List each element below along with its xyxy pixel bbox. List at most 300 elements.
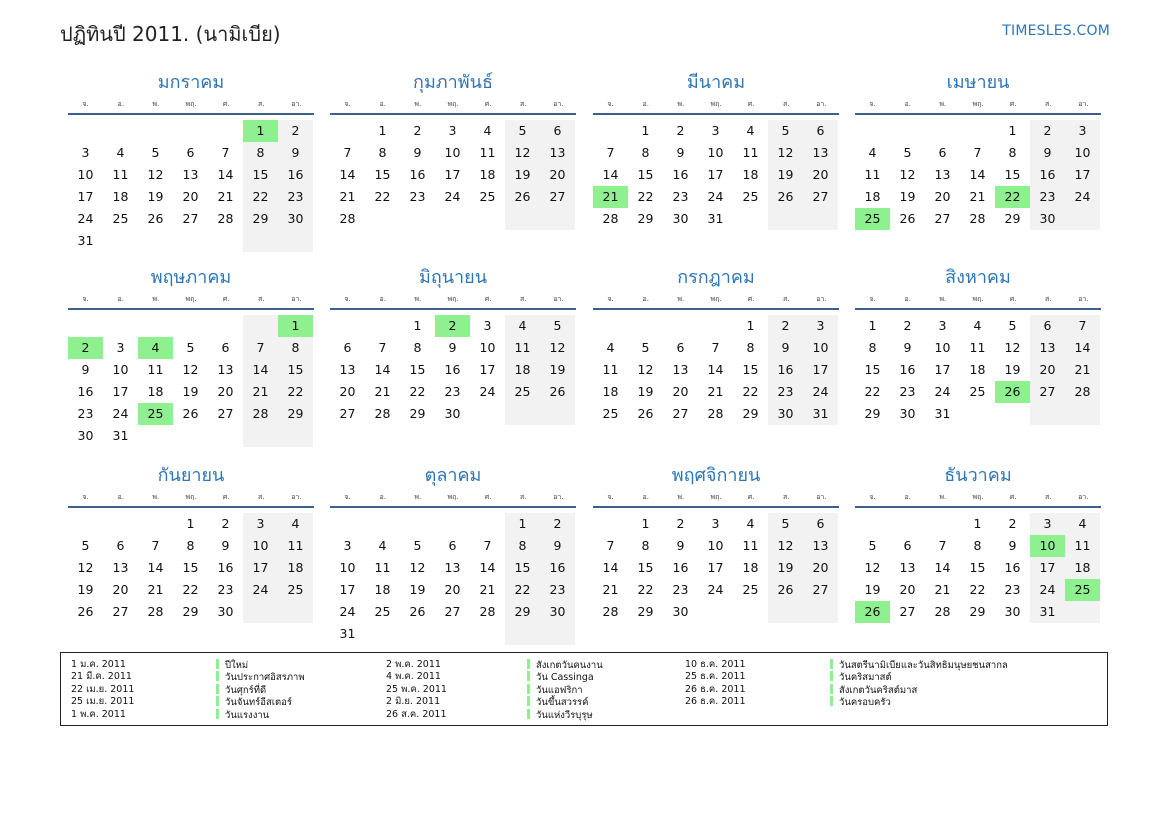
day-cell[interactable]: 30	[672, 211, 689, 226]
day-cell[interactable]: 5	[641, 340, 650, 355]
day-cell[interactable]: 19	[409, 582, 426, 597]
day-cell[interactable]: 25	[969, 384, 986, 399]
day-cell[interactable]: 25	[742, 189, 759, 204]
day-cell[interactable]: 12	[77, 560, 94, 575]
day-cell[interactable]: 24	[112, 406, 129, 421]
day-cell[interactable]: 17	[707, 167, 724, 182]
day-cell[interactable]: 27	[182, 211, 199, 226]
day-cell[interactable]: 15	[1004, 167, 1021, 182]
day-cell[interactable]: 1	[641, 516, 650, 531]
day-cell[interactable]: 25	[112, 211, 129, 226]
day-cell[interactable]: 16	[540, 557, 575, 579]
day-cell[interactable]: 28	[479, 604, 496, 619]
day-cell[interactable]: 18	[112, 189, 129, 204]
day-cell[interactable]: 29	[409, 406, 426, 421]
day-cell[interactable]: 19	[77, 582, 94, 597]
day-cell[interactable]: 1	[378, 123, 387, 138]
day-cell[interactable]: 8	[186, 538, 195, 553]
day-cell[interactable]: 16	[672, 560, 689, 575]
day-cell[interactable]: 14	[243, 359, 278, 381]
site-link[interactable]: TIMESLES.COM	[1002, 23, 1110, 39]
day-cell[interactable]: 3	[1030, 513, 1065, 535]
day-cell[interactable]: 11	[864, 167, 881, 182]
day-cell[interactable]: 19	[505, 164, 540, 186]
day-cell[interactable]: 9	[1030, 142, 1065, 164]
day-cell[interactable]: 23	[672, 582, 689, 597]
day-cell[interactable]: 26	[182, 406, 199, 421]
day-cell[interactable]: 27	[934, 211, 951, 226]
day-cell[interactable]: 17	[803, 359, 838, 381]
day-cell[interactable]: 20	[217, 384, 234, 399]
day-cell[interactable]: 22	[243, 186, 278, 208]
day-cell[interactable]: 29	[1004, 211, 1021, 226]
day-cell[interactable]: 8	[243, 142, 278, 164]
day-cell[interactable]: 29	[505, 601, 540, 623]
day-cell[interactable]: 27	[112, 604, 129, 619]
day-cell[interactable]: 15	[182, 560, 199, 575]
day-cell[interactable]: 13	[444, 560, 461, 575]
day-cell[interactable]: 13	[803, 142, 838, 164]
day-cell[interactable]: 4	[1065, 513, 1100, 535]
day-cell[interactable]: 10	[77, 167, 94, 182]
day-cell[interactable]: 27	[803, 579, 838, 601]
day-cell[interactable]: 20	[540, 164, 575, 186]
day-cell[interactable]: 3	[1065, 120, 1100, 142]
day-cell[interactable]: 21	[217, 189, 234, 204]
day-cell[interactable]: 31	[112, 428, 129, 443]
day-cell[interactable]: 16	[899, 362, 916, 377]
day-cell[interactable]: 25	[602, 406, 619, 421]
day-cell[interactable]: 30	[540, 601, 575, 623]
day-cell[interactable]: 29	[182, 604, 199, 619]
day-cell[interactable]: 3	[938, 318, 947, 333]
day-cell[interactable]: 7	[483, 538, 492, 553]
day-cell[interactable]: 2	[1008, 516, 1017, 531]
day-cell[interactable]: 5	[768, 513, 803, 535]
day-cell[interactable]: 9	[903, 340, 912, 355]
day-cell[interactable]: 21	[339, 189, 356, 204]
day-cell[interactable]: 24	[803, 381, 838, 403]
day-cell[interactable]: 28	[934, 604, 951, 619]
day-cell[interactable]: 19	[637, 384, 654, 399]
day-cell[interactable]: 23	[278, 186, 313, 208]
day-cell[interactable]: 15	[637, 167, 654, 182]
day-cell[interactable]: 3	[243, 513, 278, 535]
day-cell[interactable]: 12	[768, 535, 803, 557]
day-cell[interactable]: 23	[899, 384, 916, 399]
day-cell[interactable]: 14	[602, 560, 619, 575]
day-cell[interactable]: 13	[934, 167, 951, 182]
day-cell[interactable]: 12	[1004, 340, 1021, 355]
day-cell[interactable]: 26	[768, 579, 803, 601]
day-cell[interactable]: 9	[676, 538, 685, 553]
day-cell[interactable]: 30	[77, 428, 94, 443]
day-cell[interactable]: 31	[803, 403, 838, 425]
day-cell[interactable]: 21	[243, 381, 278, 403]
day-cell[interactable]: 12	[147, 167, 164, 182]
day-cell[interactable]: 31	[339, 626, 356, 641]
day-cell[interactable]: 27	[540, 186, 575, 208]
day-cell[interactable]: 26	[899, 211, 916, 226]
day-cell[interactable]: 22	[969, 582, 986, 597]
day-cell[interactable]: 18	[602, 384, 619, 399]
day-cell[interactable]: 2	[768, 315, 803, 337]
day-cell[interactable]: 17	[112, 384, 129, 399]
day-cell[interactable]: 9	[278, 142, 313, 164]
day-cell[interactable]: 28	[969, 211, 986, 226]
day-cell[interactable]: 14	[339, 167, 356, 182]
day-cell[interactable]: 6	[221, 340, 230, 355]
day-cell[interactable]: 26	[855, 601, 890, 623]
day-cell[interactable]: 1	[243, 120, 278, 142]
day-cell[interactable]: 3	[483, 318, 492, 333]
day-cell[interactable]: 22	[374, 189, 391, 204]
day-cell[interactable]: 5	[505, 120, 540, 142]
day-cell[interactable]: 9	[540, 535, 575, 557]
day-cell[interactable]: 16	[409, 167, 426, 182]
day-cell[interactable]: 16	[1030, 164, 1065, 186]
day-cell[interactable]: 21	[1065, 359, 1100, 381]
day-cell[interactable]: 23	[672, 189, 689, 204]
day-cell[interactable]: 11	[1065, 535, 1100, 557]
day-cell[interactable]: 12	[505, 142, 540, 164]
day-cell[interactable]: 14	[147, 560, 164, 575]
day-cell[interactable]: 24	[1065, 186, 1100, 208]
day-cell[interactable]: 1	[868, 318, 877, 333]
day-cell[interactable]: 29	[742, 406, 759, 421]
day-cell[interactable]: 26	[540, 381, 575, 403]
day-cell[interactable]: 9	[81, 362, 90, 377]
day-cell[interactable]: 22	[182, 582, 199, 597]
day-cell[interactable]: 22	[505, 579, 540, 601]
day-cell[interactable]: 20	[1030, 359, 1065, 381]
day-cell[interactable]: 23	[77, 406, 94, 421]
day-cell[interactable]: 15	[278, 359, 313, 381]
day-cell[interactable]: 25	[1065, 579, 1100, 601]
day-cell[interactable]: 31	[934, 406, 951, 421]
day-cell[interactable]: 21	[707, 384, 724, 399]
day-cell[interactable]: 10	[339, 560, 356, 575]
day-cell[interactable]: 24	[77, 211, 94, 226]
day-cell[interactable]: 4	[505, 315, 540, 337]
day-cell[interactable]: 8	[641, 145, 650, 160]
day-cell[interactable]: 30	[1030, 208, 1065, 230]
day-cell[interactable]: 11	[602, 362, 619, 377]
day-cell[interactable]: 8	[378, 145, 387, 160]
day-cell[interactable]: 2	[676, 516, 685, 531]
day-cell[interactable]: 17	[479, 362, 496, 377]
day-cell[interactable]: 18	[742, 167, 759, 182]
day-cell[interactable]: 18	[969, 362, 986, 377]
day-cell[interactable]: 14	[969, 167, 986, 182]
day-cell[interactable]: 30	[444, 406, 461, 421]
day-cell[interactable]: 4	[746, 123, 755, 138]
day-cell[interactable]: 10	[479, 340, 496, 355]
day-cell[interactable]: 11	[742, 538, 759, 553]
day-cell[interactable]: 7	[1065, 315, 1100, 337]
day-cell[interactable]: 27	[672, 406, 689, 421]
day-cell[interactable]: 21	[934, 582, 951, 597]
day-cell[interactable]: 9	[448, 340, 457, 355]
day-cell[interactable]: 9	[768, 337, 803, 359]
day-cell[interactable]: 19	[147, 189, 164, 204]
day-cell[interactable]: 16	[1004, 560, 1021, 575]
day-cell[interactable]: 16	[77, 384, 94, 399]
day-cell[interactable]: 1	[278, 315, 313, 337]
day-cell[interactable]: 8	[973, 538, 982, 553]
day-cell[interactable]: 30	[1004, 604, 1021, 619]
day-cell[interactable]: 8	[868, 340, 877, 355]
day-cell[interactable]: 4	[138, 337, 173, 359]
day-cell[interactable]: 10	[707, 145, 724, 160]
day-cell[interactable]: 29	[637, 604, 654, 619]
day-cell[interactable]: 3	[711, 123, 720, 138]
day-cell[interactable]: 16	[444, 362, 461, 377]
day-cell[interactable]: 22	[278, 381, 313, 403]
day-cell[interactable]: 14	[934, 560, 951, 575]
day-cell[interactable]: 18	[1065, 557, 1100, 579]
day-cell[interactable]: 27	[1030, 381, 1065, 403]
day-cell[interactable]: 25	[138, 403, 173, 425]
day-cell[interactable]: 17	[444, 167, 461, 182]
day-cell[interactable]: 14	[217, 167, 234, 182]
day-cell[interactable]: 4	[606, 340, 615, 355]
day-cell[interactable]: 30	[899, 406, 916, 421]
day-cell[interactable]: 3	[711, 516, 720, 531]
day-cell[interactable]: 21	[969, 189, 986, 204]
day-cell[interactable]: 15	[409, 362, 426, 377]
day-cell[interactable]: 27	[444, 604, 461, 619]
day-cell[interactable]: 28	[602, 211, 619, 226]
day-cell[interactable]: 7	[378, 340, 387, 355]
day-cell[interactable]: 12	[768, 142, 803, 164]
day-cell[interactable]: 9	[221, 538, 230, 553]
day-cell[interactable]: 21	[147, 582, 164, 597]
day-cell[interactable]: 18	[374, 582, 391, 597]
day-cell[interactable]: 23	[217, 582, 234, 597]
day-cell[interactable]: 6	[116, 538, 125, 553]
day-cell[interactable]: 6	[938, 145, 947, 160]
day-cell[interactable]: 28	[243, 403, 278, 425]
day-cell[interactable]: 26	[995, 381, 1030, 403]
day-cell[interactable]: 7	[938, 538, 947, 553]
day-cell[interactable]: 6	[803, 513, 838, 535]
day-cell[interactable]: 4	[278, 513, 313, 535]
day-cell[interactable]: 9	[676, 145, 685, 160]
day-cell[interactable]: 12	[409, 560, 426, 575]
day-cell[interactable]: 21	[602, 582, 619, 597]
day-cell[interactable]: 5	[868, 538, 877, 553]
day-cell[interactable]: 24	[934, 384, 951, 399]
day-cell[interactable]: 11	[374, 560, 391, 575]
day-cell[interactable]: 7	[221, 145, 230, 160]
day-cell[interactable]: 13	[1030, 337, 1065, 359]
day-cell[interactable]: 8	[278, 337, 313, 359]
day-cell[interactable]: 2	[1030, 120, 1065, 142]
day-cell[interactable]: 17	[1065, 164, 1100, 186]
day-cell[interactable]: 26	[637, 406, 654, 421]
day-cell[interactable]: 15	[864, 362, 881, 377]
day-cell[interactable]: 27	[339, 406, 356, 421]
day-cell[interactable]: 6	[903, 538, 912, 553]
day-cell[interactable]: 22	[637, 582, 654, 597]
day-cell[interactable]: 24	[444, 189, 461, 204]
day-cell[interactable]: 3	[81, 145, 90, 160]
day-cell[interactable]: 15	[374, 167, 391, 182]
day-cell[interactable]: 8	[746, 340, 755, 355]
day-cell[interactable]: 21	[593, 186, 628, 208]
day-cell[interactable]: 11	[505, 337, 540, 359]
day-cell[interactable]: 11	[479, 145, 496, 160]
day-cell[interactable]: 1	[505, 513, 540, 535]
day-cell[interactable]: 14	[707, 362, 724, 377]
day-cell[interactable]: 31	[707, 211, 724, 226]
day-cell[interactable]: 28	[339, 211, 356, 226]
day-cell[interactable]: 10	[707, 538, 724, 553]
day-cell[interactable]: 25	[742, 582, 759, 597]
day-cell[interactable]: 19	[1004, 362, 1021, 377]
day-cell[interactable]: 28	[147, 604, 164, 619]
day-cell[interactable]: 14	[1065, 337, 1100, 359]
day-cell[interactable]: 30	[768, 403, 803, 425]
day-cell[interactable]: 12	[899, 167, 916, 182]
day-cell[interactable]: 8	[1008, 145, 1017, 160]
day-cell[interactable]: 2	[221, 516, 230, 531]
day-cell[interactable]: 20	[803, 164, 838, 186]
day-cell[interactable]: 7	[606, 538, 615, 553]
day-cell[interactable]: 29	[243, 208, 278, 230]
day-cell[interactable]: 6	[540, 120, 575, 142]
day-cell[interactable]: 24	[1030, 579, 1065, 601]
day-cell[interactable]: 16	[672, 167, 689, 182]
day-cell[interactable]: 20	[899, 582, 916, 597]
day-cell[interactable]: 28	[707, 406, 724, 421]
day-cell[interactable]: 26	[147, 211, 164, 226]
day-cell[interactable]: 23	[540, 579, 575, 601]
day-cell[interactable]: 17	[77, 189, 94, 204]
day-cell[interactable]: 25	[374, 604, 391, 619]
day-cell[interactable]: 4	[483, 123, 492, 138]
day-cell[interactable]: 12	[637, 362, 654, 377]
day-cell[interactable]: 4	[116, 145, 125, 160]
day-cell[interactable]: 23	[1004, 582, 1021, 597]
day-cell[interactable]: 9	[413, 145, 422, 160]
day-cell[interactable]: 3	[116, 340, 125, 355]
day-cell[interactable]: 10	[934, 340, 951, 355]
day-cell[interactable]: 11	[742, 145, 759, 160]
day-cell[interactable]: 10	[112, 362, 129, 377]
day-cell[interactable]: 8	[413, 340, 422, 355]
day-cell[interactable]: 4	[378, 538, 387, 553]
day-cell[interactable]: 11	[278, 535, 313, 557]
day-cell[interactable]: 18	[278, 557, 313, 579]
day-cell[interactable]: 1	[413, 318, 422, 333]
day-cell[interactable]: 10	[1030, 535, 1065, 557]
day-cell[interactable]: 30	[217, 604, 234, 619]
day-cell[interactable]: 5	[1008, 318, 1017, 333]
day-cell[interactable]: 13	[112, 560, 129, 575]
day-cell[interactable]: 1	[1008, 123, 1017, 138]
day-cell[interactable]: 7	[243, 337, 278, 359]
day-cell[interactable]: 15	[243, 164, 278, 186]
day-cell[interactable]: 13	[182, 167, 199, 182]
day-cell[interactable]: 7	[343, 145, 352, 160]
day-cell[interactable]: 31	[77, 233, 94, 248]
day-cell[interactable]: 30	[672, 604, 689, 619]
day-cell[interactable]: 14	[602, 167, 619, 182]
day-cell[interactable]: 20	[803, 557, 838, 579]
day-cell[interactable]: 20	[112, 582, 129, 597]
day-cell[interactable]: 5	[81, 538, 90, 553]
day-cell[interactable]: 4	[973, 318, 982, 333]
day-cell[interactable]: 1	[746, 318, 755, 333]
day-cell[interactable]: 17	[339, 582, 356, 597]
day-cell[interactable]: 13	[899, 560, 916, 575]
day-cell[interactable]: 16	[217, 560, 234, 575]
day-cell[interactable]: 22	[409, 384, 426, 399]
day-cell[interactable]: 1	[186, 516, 195, 531]
day-cell[interactable]: 5	[540, 315, 575, 337]
day-cell[interactable]: 20	[934, 189, 951, 204]
day-cell[interactable]: 24	[707, 582, 724, 597]
day-cell[interactable]: 7	[711, 340, 720, 355]
day-cell[interactable]: 15	[637, 560, 654, 575]
day-cell[interactable]: 5	[413, 538, 422, 553]
day-cell[interactable]: 23	[1030, 186, 1065, 208]
day-cell[interactable]: 29	[969, 604, 986, 619]
day-cell[interactable]: 28	[1065, 381, 1100, 403]
day-cell[interactable]: 18	[505, 359, 540, 381]
day-cell[interactable]: 16	[768, 359, 803, 381]
day-cell[interactable]: 14	[479, 560, 496, 575]
day-cell[interactable]: 22	[995, 186, 1030, 208]
day-cell[interactable]: 19	[540, 359, 575, 381]
day-cell[interactable]: 11	[147, 362, 164, 377]
day-cell[interactable]: 2	[278, 120, 313, 142]
day-cell[interactable]: 27	[803, 186, 838, 208]
day-cell[interactable]: 16	[278, 164, 313, 186]
day-cell[interactable]: 6	[343, 340, 352, 355]
day-cell[interactable]: 29	[864, 406, 881, 421]
day-cell[interactable]: 19	[768, 557, 803, 579]
day-cell[interactable]: 15	[969, 560, 986, 575]
day-cell[interactable]: 6	[1030, 315, 1065, 337]
day-cell[interactable]: 25	[505, 381, 540, 403]
day-cell[interactable]: 22	[637, 189, 654, 204]
day-cell[interactable]: 2	[435, 315, 470, 337]
day-cell[interactable]: 28	[602, 604, 619, 619]
day-cell[interactable]: 18	[742, 560, 759, 575]
day-cell[interactable]: 18	[864, 189, 881, 204]
day-cell[interactable]: 6	[448, 538, 457, 553]
day-cell[interactable]: 31	[1030, 601, 1065, 623]
day-cell[interactable]: 10	[1065, 142, 1100, 164]
day-cell[interactable]: 23	[444, 384, 461, 399]
day-cell[interactable]: 15	[742, 362, 759, 377]
day-cell[interactable]: 7	[151, 538, 160, 553]
day-cell[interactable]: 26	[77, 604, 94, 619]
day-cell[interactable]: 19	[768, 164, 803, 186]
day-cell[interactable]: 28	[217, 211, 234, 226]
day-cell[interactable]: 6	[186, 145, 195, 160]
day-cell[interactable]: 2	[903, 318, 912, 333]
day-cell[interactable]: 18	[147, 384, 164, 399]
day-cell[interactable]: 1	[973, 516, 982, 531]
day-cell[interactable]: 2	[68, 337, 103, 359]
day-cell[interactable]: 2	[676, 123, 685, 138]
day-cell[interactable]: 5	[186, 340, 195, 355]
day-cell[interactable]: 13	[803, 535, 838, 557]
